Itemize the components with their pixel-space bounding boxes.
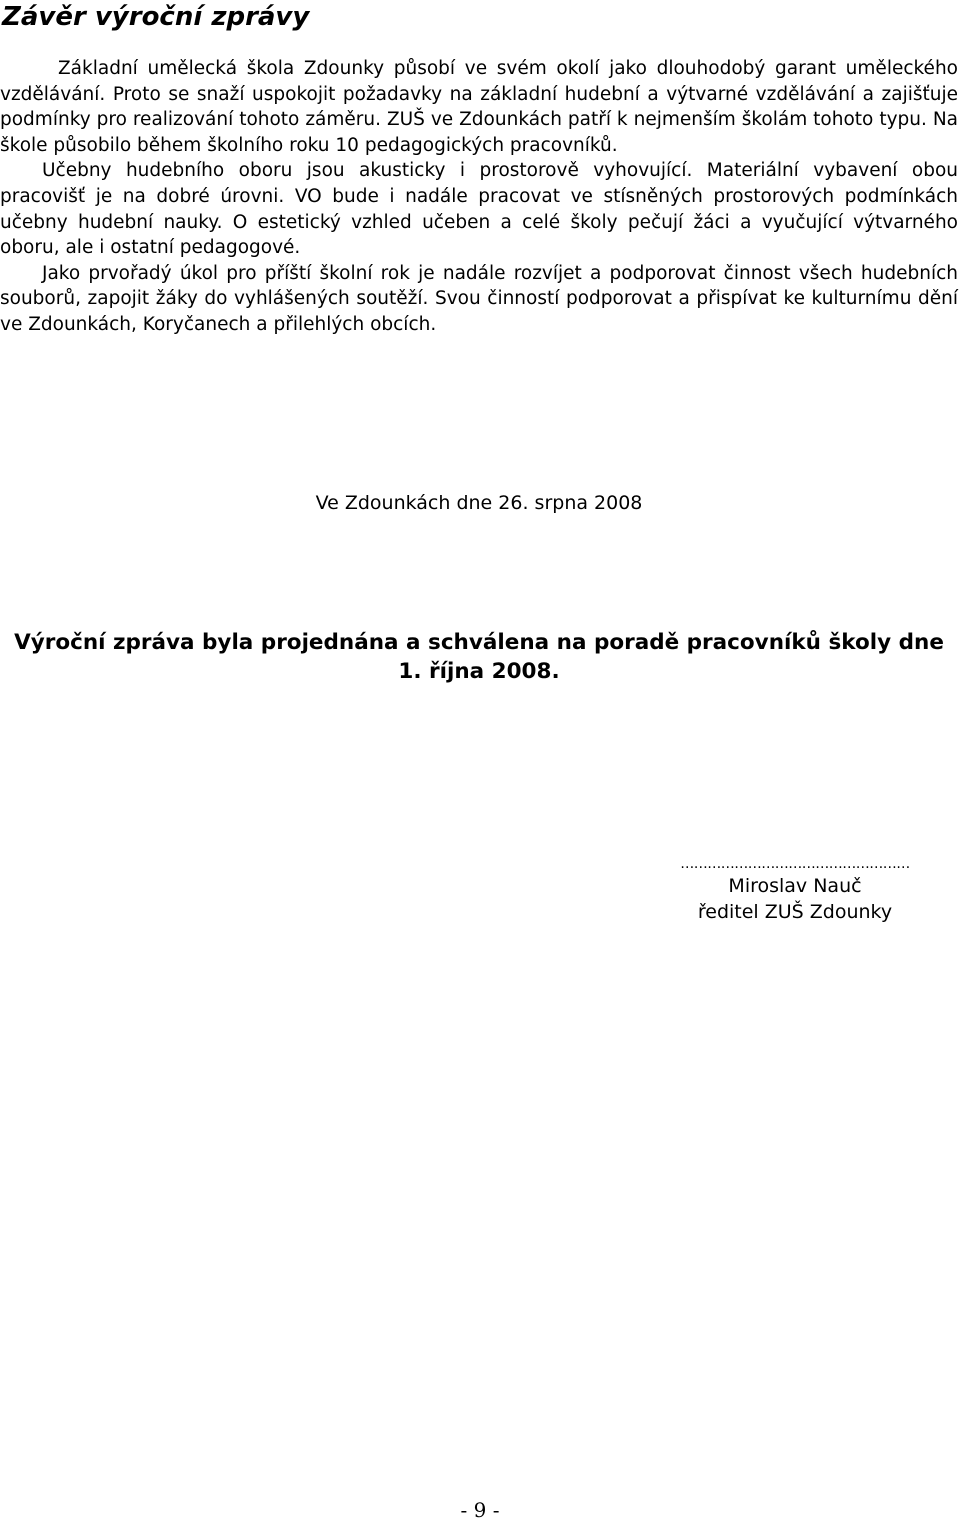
- approval-statement: Výroční zpráva byla projednána a schválena na poradě pracovníků školy dne 1. října 2008.: [14, 630, 944, 684]
- section-heading: Závěr výroční zprávy: [2, 2, 310, 32]
- page-number: - 9 -: [460, 1498, 500, 1522]
- place-and-date: Ve Zdounkách dne 26. srpna 2008: [315, 492, 643, 514]
- paragraph-school-role: Základní umělecká škola Zdounky působí ve svém okolí jako dlouhodobý garant uměleckého vzdělávání. Proto se snaží uspokojit požadavky na základní hudební a výtvarné vzdělávání a zajišťuje podmínky pro realizování tohoto záměru. ZUŠ ve Zdounkách patří k nejmenším školám tohoto typu. Na škole působilo během školního roku 10 pedagogických pracovníků.: [0, 58, 958, 156]
- paragraph-next-year-goals: Jako prvořadý úkol pro příští školní rok je nadále rozvíjet a podporovat činnost všech hudebních souborů, zapojit žáky do vyhlášených soutěží. Svou činností podporovat a přispívat ke kulturnímu dění ve Zdounkách, Koryčanech a přilehlých obcích.: [0, 262, 958, 335]
- paragraph-classrooms: Učebny hudebního oboru jsou akusticky i prostorově vyhovující. Materiální vybavení obou pracovišť je na dobré úrovni. VO bude i nadále pracovat ve stísněných prostorových podmínkách učebny hudební nauky. O estetický vzhled učeben a celé školy pečují žáci a vyučující výtvarného oboru, ale i ostatní pedagogové.: [0, 160, 958, 259]
- signature-block: [630, 855, 960, 925]
- conclusion-body: [0, 56, 958, 338]
- signatory-name: Miroslav Nauč: [728, 875, 862, 897]
- signatory-role: ředitel ZUŠ Zdounky: [697, 901, 893, 923]
- signature-line: ……………………………………………: [680, 856, 910, 872]
